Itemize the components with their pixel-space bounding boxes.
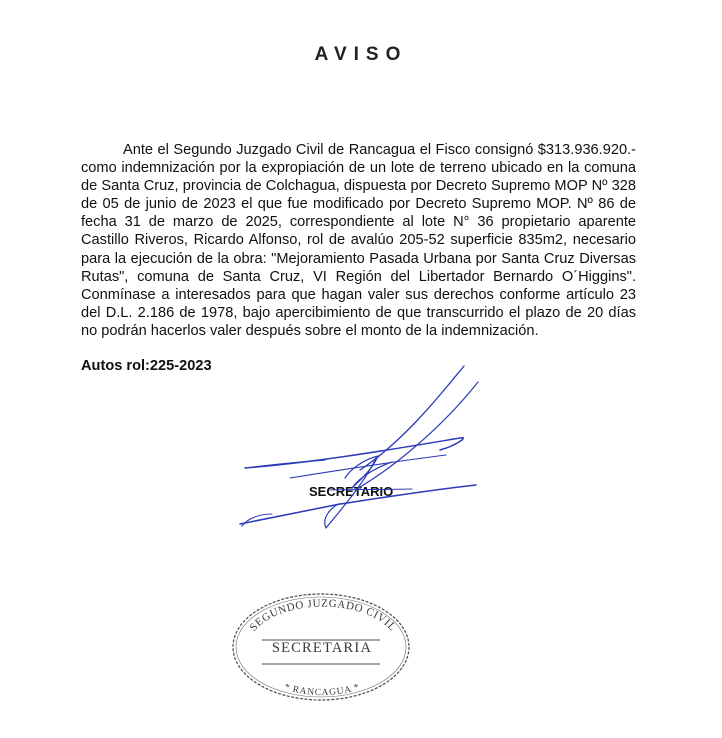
court-seal xyxy=(228,590,414,704)
signatory-title: SECRETARIO xyxy=(309,484,394,499)
case-reference: Autos rol:225-2023 xyxy=(81,358,212,374)
seal-center-text: SECRETARIA xyxy=(271,640,373,656)
notice-body xyxy=(81,141,636,340)
seal-bottom-text: * RANCAGUA * xyxy=(282,682,362,699)
document-title: AVISO xyxy=(314,44,408,65)
notice-paragraph: Ante el Segundo Juzgado Civil de Rancagua el Fisco consignó $313.936.920.- como indemnización por la expropiación de un lote de terreno ubicado en la comuna de Santa Cruz, provincia de Colchagua, dispuesta por Decreto Supremo MOP Nº 328 de 05 de junio de 2023 el que fue modificado por Decreto Supremo MOP. Nº 86 de fecha 31 de marzo de 2025, correspondiente al lote N° 36 propietario aparente Castillo Riveros, Ricardo Alfonso, rol de avalúo 205-52 superficie 835m2, necesario para la ejecución de la obra: "Mejoramiento Pasada Urbana por Santa Cruz Diversas Rutas", comuna de Santa Cruz, VI Región del Libertador Bernardo O´Higgins". Conmínase a interesados para que hagan valer sus derechos conforme artículo 23 del D.L. 2.186 de 1978, bajo apercibimiento de que transcurrido el plazo de 20 días no podrán hacerlos valer después sobre el monto de la indemnización. xyxy=(81,142,636,339)
seal-top-text: SEGUNDO JUZGADO CIVIL xyxy=(247,597,399,634)
